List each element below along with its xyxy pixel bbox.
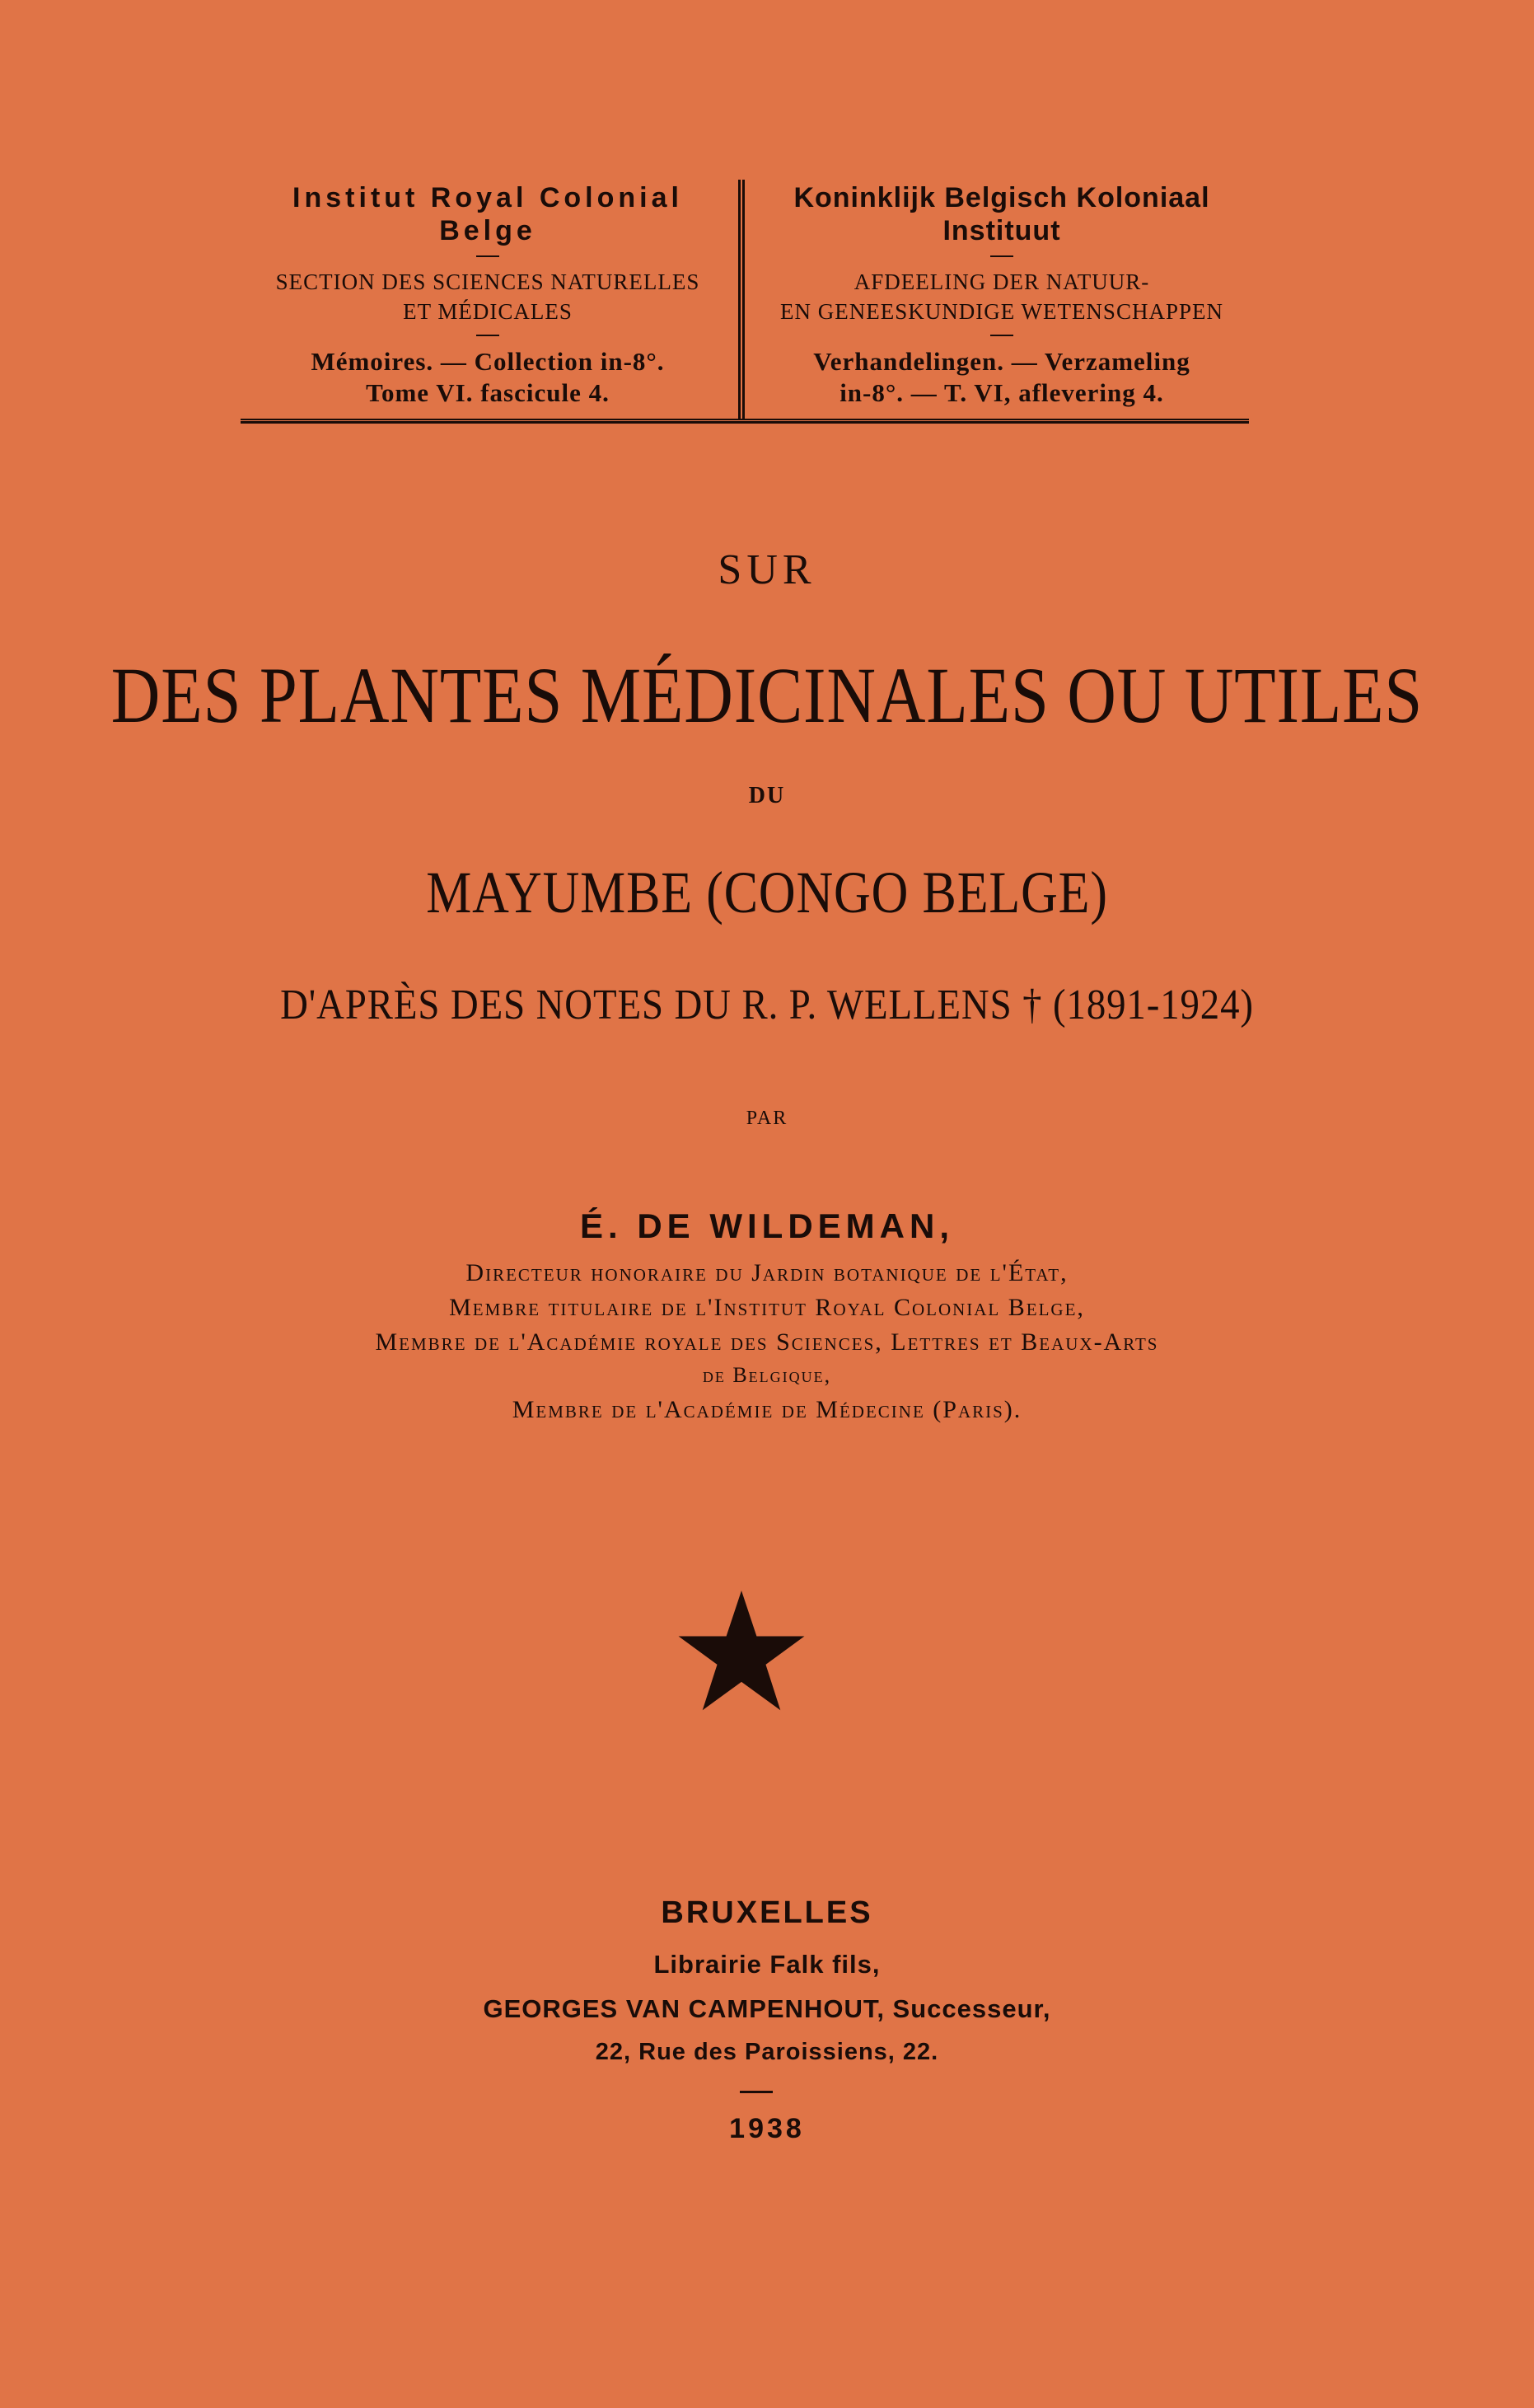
- header-french-column: [241, 175, 735, 409]
- author-name: É. DE WILDEMAN,: [580, 1206, 954, 1245]
- header-dash: [476, 335, 499, 336]
- title-du: DU: [748, 783, 786, 808]
- imprint-librairie: Librairie Falk fils,: [653, 1950, 881, 1979]
- star-icon: [677, 1590, 806, 1714]
- title-sur: SUR: [718, 546, 816, 593]
- section-name-nl-line2: EN GENEESKUNDIGE WETENSCHAPPEN: [780, 299, 1223, 324]
- imprint-city: BRUXELLES: [661, 1895, 873, 1930]
- imprint-dash: [740, 2091, 773, 2093]
- author-affiliation: Membre de l'Académie royale des Sciences, Lettres et Beaux-Arts: [375, 1328, 1159, 1356]
- by-line: PAR: [746, 1108, 788, 1129]
- subtitle: D'APRÈS DES NOTES DU R. P. WELLENS † (1891-1924): [280, 981, 1254, 1028]
- header-double-rule: [241, 419, 1249, 424]
- header-dash: [990, 335, 1013, 336]
- collection-fr-line2: Tome VI. fascicule 4.: [366, 378, 610, 407]
- section-name-fr-line1: SECTION DES SCIENCES NATURELLES: [275, 269, 700, 294]
- collection-nl-line1: Verhandelingen. — Verzameling: [813, 347, 1190, 376]
- collection-nl-line2: in-8°. — T. VI, aflevering 4.: [839, 378, 1164, 407]
- author-affiliation: Directeur honoraire du Jardin botanique de l'État,: [465, 1259, 1069, 1286]
- section-name-fr-line2: ET MÉDICALES: [403, 299, 573, 324]
- imprint-publisher: GEORGES VAN CAMPENHOUT, Successeur,: [483, 1994, 1051, 2023]
- publication-year: 1938: [729, 2113, 805, 2144]
- main-title: DES PLANTES MÉDICINALES OU UTILES: [110, 651, 1424, 739]
- author-affiliation: Membre de l'Académie de Médecine (Paris).: [512, 1396, 1022, 1423]
- imprint-address: 22, Rue des Paroissiens, 22.: [595, 2039, 939, 2065]
- header-dutch-column: [755, 175, 1249, 409]
- title-place: MAYUMBE (CONGO BELGE): [426, 860, 1108, 925]
- header-dash: [990, 255, 1013, 257]
- section-name-nl-line1: AFDEELING DER NATUUR-: [854, 269, 1150, 294]
- institute-name-nl: Koninklijk Belgisch Koloniaal Instituut: [793, 182, 1210, 246]
- collection-fr-line1: Mémoires. — Collection in-8°.: [311, 347, 665, 376]
- series-header: [241, 175, 1249, 414]
- header-dash: [476, 255, 499, 257]
- institute-name-fr: Institut Royal Colonial Belge: [292, 182, 683, 246]
- author-affiliation: de Belgique,: [702, 1363, 832, 1387]
- header-column-divider: [738, 180, 745, 419]
- author-affiliation: Membre titulaire de l'Institut Royal Colonial Belge,: [449, 1294, 1085, 1321]
